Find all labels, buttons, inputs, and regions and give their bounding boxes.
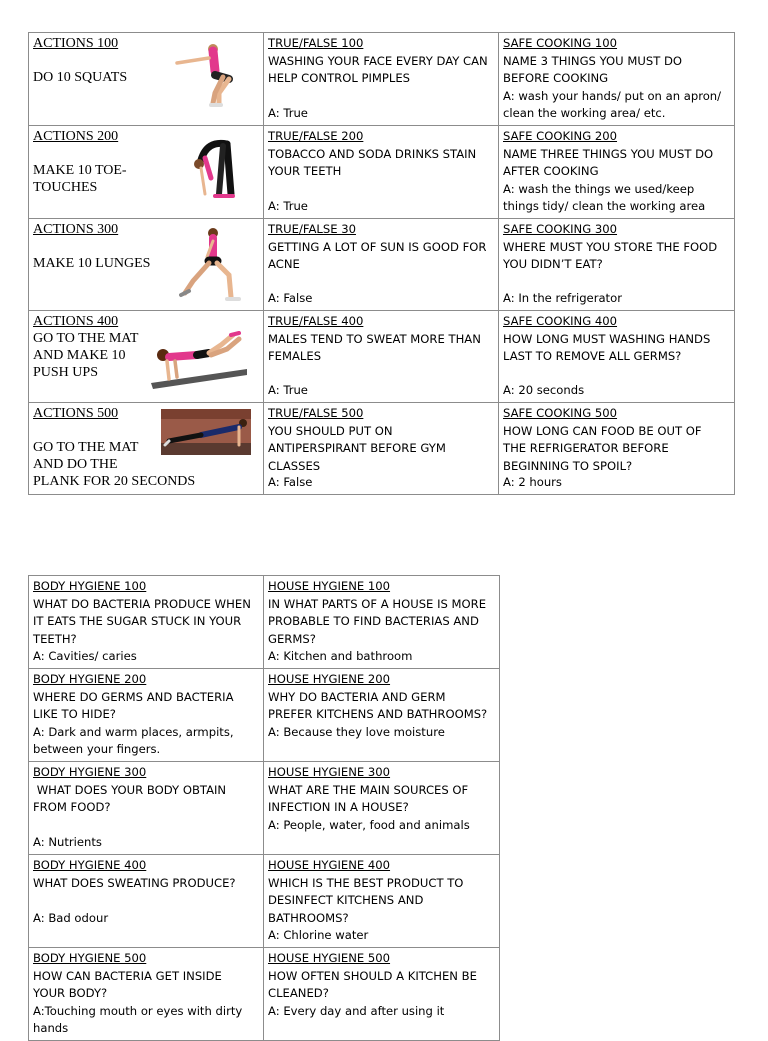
cell-answer: A: False bbox=[268, 475, 313, 490]
cell-title: SAFE COOKING 100 bbox=[503, 36, 618, 50]
safe-cooking-cell bbox=[499, 310, 735, 402]
cell-line: WASHING YOUR FACE EVERY DAY CAN bbox=[268, 53, 488, 68]
cell-line: WHERE DO GERMS AND BACTERIA bbox=[33, 689, 234, 704]
quiz-table-actions-truefalse-cooking bbox=[28, 32, 735, 495]
cell-line: WHAT DO BACTERIA PRODUCE WHEN bbox=[33, 596, 251, 611]
woman-pushup-icon bbox=[147, 331, 251, 389]
cell-line: IN WHAT PARTS OF A HOUSE IS MORE bbox=[268, 596, 487, 611]
cell-line: WHAT ARE THE MAIN SOURCES OF bbox=[268, 782, 469, 797]
table-row bbox=[29, 218, 735, 310]
cell-line: A: Bad odour bbox=[33, 910, 109, 925]
truefalse-cell bbox=[264, 218, 499, 310]
cell-line: BEFORE COOKING bbox=[503, 71, 609, 86]
body-hygiene-cell bbox=[29, 576, 264, 669]
cell-line: A: People, water, food and animals bbox=[268, 817, 470, 832]
cell-line: BEGINNING TO SPOIL? bbox=[503, 458, 633, 473]
cell-line: clean the working area/ etc. bbox=[503, 106, 666, 121]
woman-toe-touch-icon bbox=[187, 138, 247, 202]
body-hygiene-cell bbox=[29, 669, 264, 762]
cell-line: WHICH IS THE BEST PRODUCT TO bbox=[268, 875, 464, 890]
cell-line: GO TO THE MAT bbox=[33, 439, 139, 455]
body-hygiene-cell bbox=[29, 948, 264, 1041]
body-hygiene-cell bbox=[29, 855, 264, 948]
woman-squat-icon bbox=[169, 41, 239, 113]
cell-line: CLASSES bbox=[268, 458, 321, 473]
cell-line: AND MAKE 10 bbox=[33, 347, 126, 363]
table-row bbox=[29, 948, 500, 1041]
cell-answer: A: In the refrigerator bbox=[503, 291, 622, 306]
cell-line: A:Touching mouth or eyes with dirty bbox=[33, 1003, 243, 1018]
cell-title: HOUSE HYGIENE 100 bbox=[268, 579, 391, 593]
cell-line: MAKE 10 TOE- bbox=[33, 162, 127, 178]
cell-line bbox=[33, 145, 161, 162]
truefalse-cell bbox=[264, 125, 499, 218]
cell-line: WHAT DOES SWEATING PRODUCE? bbox=[33, 875, 236, 890]
house-hygiene-cell bbox=[264, 669, 500, 762]
cell-title: TRUE/FALSE 400 bbox=[268, 313, 364, 328]
cell-line: HELP CONTROL PIMPLES bbox=[268, 71, 411, 86]
table-row bbox=[29, 576, 500, 669]
cell-line: CLEANED? bbox=[268, 986, 329, 1001]
table-row bbox=[29, 310, 735, 402]
cell-answer: A: False bbox=[268, 291, 313, 306]
cell-line: hands bbox=[33, 1021, 69, 1036]
cell-line: DESINFECT KITCHENS AND bbox=[268, 893, 424, 908]
cell-title: ACTIONS 200 bbox=[33, 128, 119, 144]
cell-title: BODY HYGIENE 200 bbox=[33, 672, 147, 686]
cell-line: HOW LONG CAN FOOD BE OUT OF bbox=[503, 423, 702, 438]
cell-line: YOUR BODY? bbox=[33, 986, 108, 1001]
cell-title: BODY HYGIENE 500 bbox=[33, 951, 147, 965]
cell-title: BODY HYGIENE 100 bbox=[33, 579, 147, 593]
cell-line: PLANK FOR 20 SECONDS bbox=[33, 473, 196, 489]
cell-line: PUSH UPS bbox=[33, 364, 98, 380]
cell-line: YOU DIDN’T EAT? bbox=[503, 257, 603, 272]
truefalse-cell bbox=[264, 33, 499, 126]
cell-line: NAME THREE THINGS YOU MUST DO bbox=[503, 146, 714, 161]
cell-line: HOW CAN BACTERIA GET INSIDE bbox=[33, 968, 222, 983]
table-row bbox=[29, 855, 500, 948]
cell-title: TRUE/FALSE 30 bbox=[268, 221, 356, 236]
cell-line: A: Dark and warm places, armpits, bbox=[33, 724, 234, 739]
cell-title: SAFE COOKING 300 bbox=[503, 221, 618, 236]
cell-line: MAKE 10 LUNGES bbox=[33, 255, 151, 271]
safe-cooking-cell bbox=[499, 33, 735, 126]
cell-line: TOUCHES bbox=[33, 179, 98, 195]
cell-line: GO TO THE MAT bbox=[33, 330, 139, 346]
woman-plank-photo bbox=[161, 409, 251, 455]
cell-line: FROM FOOD? bbox=[33, 800, 111, 815]
actions-cell bbox=[29, 125, 264, 218]
cell-line: PROBABLE TO FIND BACTERIAS AND bbox=[268, 614, 479, 629]
cell-line: IT EATS THE SUGAR STUCK IN YOUR bbox=[33, 614, 242, 629]
cell-line: INFECTION IN A HOUSE? bbox=[268, 800, 409, 815]
body-hygiene-cell bbox=[29, 762, 264, 855]
house-hygiene-cell bbox=[264, 948, 500, 1041]
cell-line: DO 10 SQUATS bbox=[33, 70, 128, 85]
cell-title: TRUE/FALSE 100 bbox=[268, 36, 364, 50]
table-row bbox=[29, 125, 735, 218]
actions-cell bbox=[29, 218, 264, 310]
cell-line: AFTER COOKING bbox=[503, 164, 599, 179]
cell-answer: A: True bbox=[268, 383, 308, 398]
actions-cell bbox=[29, 310, 264, 402]
cell-title: SAFE COOKING 400 bbox=[503, 313, 618, 328]
cell-title: ACTIONS 500 bbox=[33, 405, 119, 421]
cell-line: WHY DO BACTERIA AND GERM bbox=[268, 689, 446, 704]
cell-line: PREFER KITCHENS AND BATHROOMS? bbox=[268, 707, 488, 722]
actions-cell bbox=[29, 33, 264, 126]
table-row bbox=[29, 669, 500, 762]
cell-title: HOUSE HYGIENE 400 bbox=[268, 858, 391, 872]
cell-line: NAME 3 THINGS YOU MUST DO bbox=[503, 53, 683, 68]
cell-line: HOW OFTEN SHOULD A KITCHEN BE bbox=[268, 968, 477, 983]
cell-line: GERMS? bbox=[268, 631, 316, 646]
cell-title: HOUSE HYGIENE 500 bbox=[268, 951, 391, 965]
cell-title: TRUE/FALSE 200 bbox=[268, 128, 364, 143]
cell-line: WHAT DOES YOUR BODY OBTAIN bbox=[33, 782, 227, 797]
cell-line: ACNE bbox=[268, 257, 300, 272]
cell-title: BODY HYGIENE 400 bbox=[33, 858, 147, 872]
cell-title: ACTIONS 300 bbox=[33, 221, 119, 237]
cell-line: TEETH? bbox=[33, 631, 77, 646]
safe-cooking-cell bbox=[499, 402, 735, 494]
actions-cell bbox=[29, 402, 264, 494]
cell-line: A: Cavities/ caries bbox=[33, 649, 137, 664]
cell-line: A: Chlorine water bbox=[268, 928, 369, 943]
cell-line: YOU SHOULD PUT ON bbox=[268, 423, 393, 438]
cell-line bbox=[33, 892, 259, 910]
cell-title: SAFE COOKING 200 bbox=[503, 128, 618, 143]
cell-line: AND DO THE bbox=[33, 456, 118, 472]
cell-line: LIKE TO HIDE? bbox=[33, 707, 116, 722]
woman-lunge-icon bbox=[179, 225, 251, 305]
cell-line: WHERE MUST YOU STORE THE FOOD bbox=[503, 239, 718, 254]
cell-title: TRUE/FALSE 500 bbox=[268, 405, 364, 420]
safe-cooking-cell bbox=[499, 218, 735, 310]
truefalse-cell bbox=[264, 310, 499, 402]
cell-title: ACTIONS 400 bbox=[33, 313, 119, 329]
table-row bbox=[29, 762, 500, 855]
cell-title: ACTIONS 100 bbox=[33, 36, 119, 51]
cell-answer: A: True bbox=[268, 199, 308, 214]
cell-line: A: Nutrients bbox=[33, 835, 102, 850]
house-hygiene-cell bbox=[264, 576, 500, 669]
cell-line: ANTIPERSPIRANT BEFORE GYM bbox=[268, 441, 446, 456]
cell-line bbox=[33, 52, 161, 69]
table-row bbox=[29, 402, 735, 494]
cell-line: FEMALES bbox=[268, 349, 322, 364]
cell-title: SAFE COOKING 500 bbox=[503, 405, 618, 420]
house-hygiene-cell bbox=[264, 762, 500, 855]
cell-line: YOUR TEETH bbox=[268, 164, 342, 179]
cell-line: LAST TO REMOVE ALL GERMS? bbox=[503, 349, 682, 364]
cell-line bbox=[33, 238, 161, 255]
cell-answer: A: 2 hours bbox=[503, 475, 562, 490]
cell-line: between your fingers. bbox=[33, 742, 161, 757]
quiz-table-hygiene bbox=[28, 575, 500, 1041]
cell-title: HOUSE HYGIENE 200 bbox=[268, 672, 391, 686]
cell-line: A: Kitchen and bathroom bbox=[268, 649, 413, 664]
cell-line: BATHROOMS? bbox=[268, 910, 349, 925]
cell-line: GETTING A LOT OF SUN IS GOOD FOR bbox=[268, 239, 487, 254]
cell-title: HOUSE HYGIENE 300 bbox=[268, 765, 391, 779]
house-hygiene-cell bbox=[264, 855, 500, 948]
cell-line: A: wash the things we used/keep bbox=[503, 181, 695, 196]
cell-line: A: wash your hands/ put on an apron/ bbox=[503, 88, 722, 103]
cell-line: MALES TEND TO SWEAT MORE THAN bbox=[268, 331, 481, 346]
truefalse-cell bbox=[264, 402, 499, 494]
cell-answer: A: 20 seconds bbox=[503, 383, 585, 398]
cell-line: A: Because they love moisture bbox=[268, 724, 445, 739]
safe-cooking-cell bbox=[499, 125, 735, 218]
cell-line: A: Every day and after using it bbox=[268, 1003, 445, 1018]
cell-answer: A: True bbox=[268, 106, 308, 121]
cell-line: TOBACCO AND SODA DRINKS STAIN bbox=[268, 146, 477, 161]
cell-line bbox=[33, 817, 259, 835]
cell-line: HOW LONG MUST WASHING HANDS bbox=[503, 331, 711, 346]
cell-line: THE REFRIGERATOR BEFORE bbox=[503, 441, 669, 456]
cell-line: things tidy/ clean the working area bbox=[503, 199, 706, 214]
table-row bbox=[29, 33, 735, 126]
cell-title: BODY HYGIENE 300 bbox=[33, 765, 147, 779]
